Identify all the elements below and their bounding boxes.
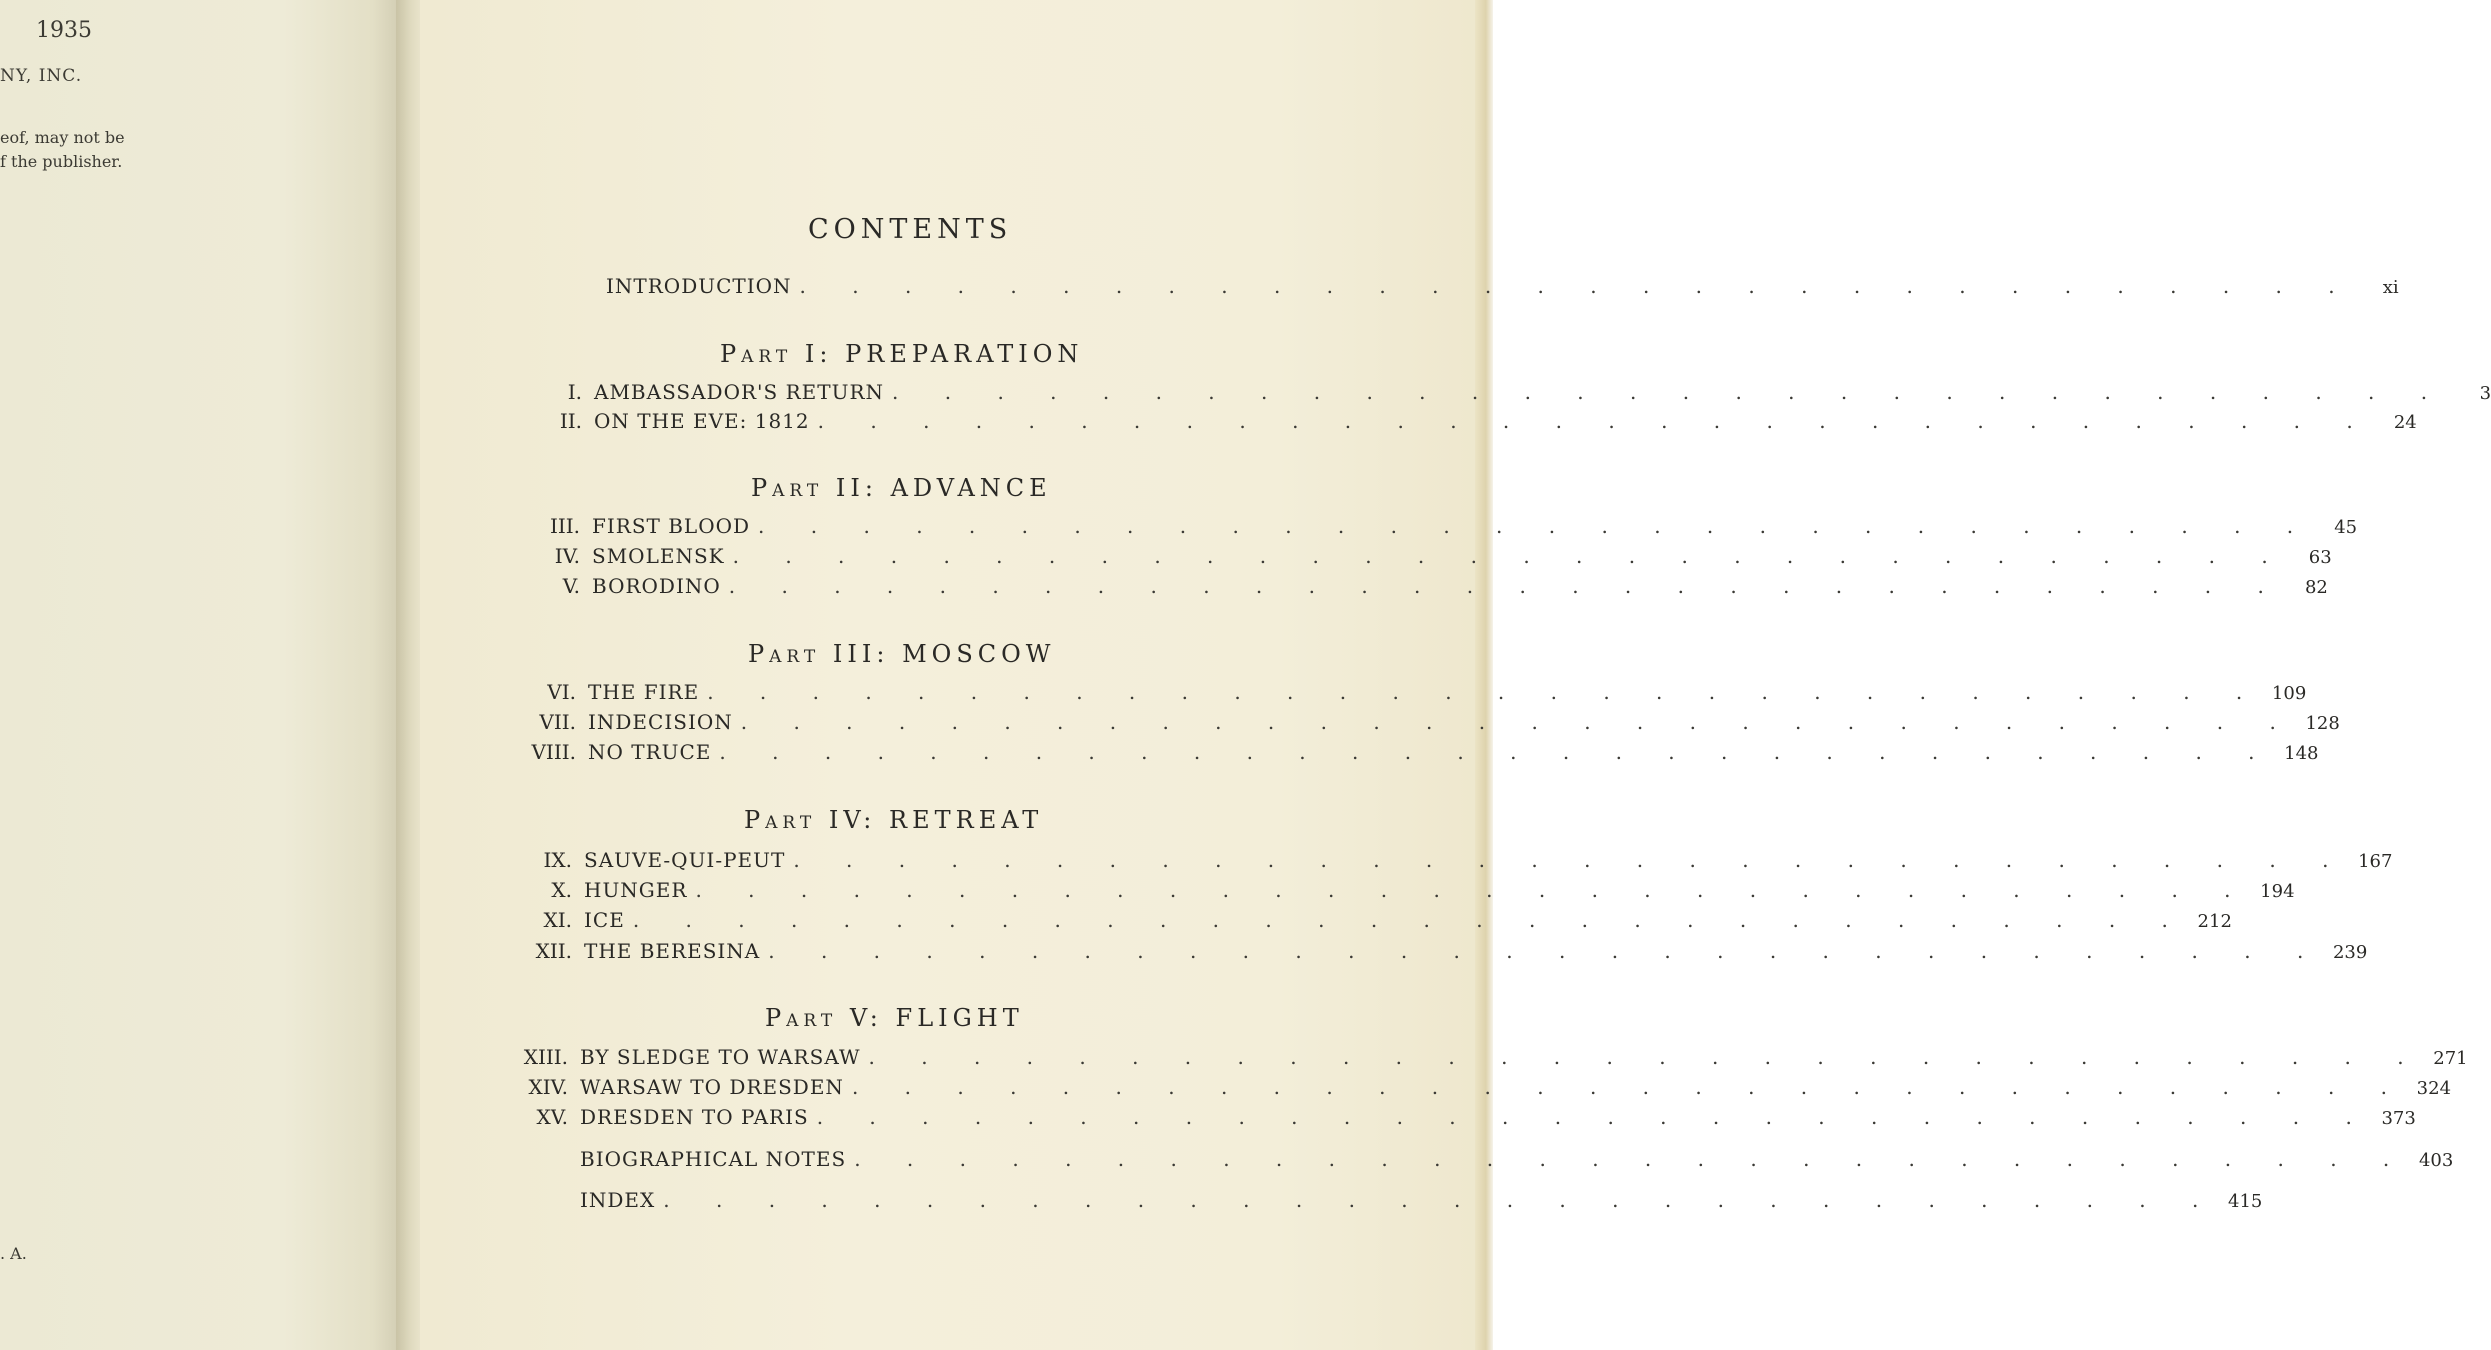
dot-leader: . . . . . . . . . . . . . . . . . . . . . . . . . . . . . . xyxy=(892,380,2448,404)
entry-page: 3 xyxy=(2479,383,2491,404)
entry-title: WARSAW TO DRESDEN xyxy=(580,1075,844,1099)
entry-page: 128 xyxy=(2305,713,2340,734)
rights-line-2: f the publisher. xyxy=(0,152,123,171)
entry-title: NO TRUCE xyxy=(588,740,712,764)
entry-page: 167 xyxy=(2358,851,2393,872)
country-fragment: . A. xyxy=(0,1244,27,1263)
entry-number: V. xyxy=(562,574,580,598)
entry-page: 239 xyxy=(2332,942,2368,963)
entry-title: FIRST BLOOD xyxy=(592,514,751,538)
dot-leader: . . . . . . . . . . . . . . . . . . . . . . . . . . . . . . xyxy=(817,409,2373,433)
entry-number: III. xyxy=(549,514,580,538)
toc-entry[interactable] xyxy=(502,380,2491,404)
toc-entry-biographical-notes[interactable] xyxy=(488,1147,2454,1171)
part-heading-3 xyxy=(748,640,1055,668)
entry-number: IV. xyxy=(554,544,580,568)
entry-page: 271 xyxy=(2433,1048,2468,1069)
entry-title: AMBASSADOR'S RETURN xyxy=(594,380,885,404)
entry-number: XII. xyxy=(535,939,572,963)
entry-title: ICE xyxy=(584,908,625,932)
contents-heading: CONTENTS xyxy=(808,214,1013,245)
entry-page: 109 xyxy=(2271,683,2307,704)
toc-entry[interactable] xyxy=(492,908,2232,932)
copyright-year: 1935 xyxy=(36,18,92,43)
toc-entry[interactable] xyxy=(488,1105,2416,1129)
entry-page: 82 xyxy=(2304,577,2328,598)
entry-page: 45 xyxy=(2334,517,2358,538)
part-label: Part III: xyxy=(748,640,890,668)
part-label: Part IV: xyxy=(744,806,877,834)
part-heading-5 xyxy=(765,1004,1024,1032)
entry-page: xi xyxy=(2382,277,2399,298)
entry-number: VIII. xyxy=(531,740,576,764)
toc-entry[interactable] xyxy=(492,939,2368,963)
toc-entry-introduction[interactable] xyxy=(514,274,2399,298)
entry-number: X. xyxy=(551,878,572,902)
toc-entry[interactable] xyxy=(488,1075,2452,1099)
part-title: FLIGHT xyxy=(895,1004,1024,1032)
entry-title: THE FIRE xyxy=(588,680,700,704)
entry-number: XV. xyxy=(536,1105,568,1129)
dot-leader: . . . . . . . . . . . . . . . . . . . . . . . . . . . . . . xyxy=(799,274,2355,298)
part-label: Part I: xyxy=(720,340,833,368)
entry-title: ON THE EVE: 1812 xyxy=(594,409,810,433)
toc-entry[interactable] xyxy=(492,878,2295,902)
entry-title: BY SLEDGE TO WARSAW xyxy=(580,1045,861,1069)
dot-leader: . . . . . . . . . . . . . . . . . . . . . . . . . . . . . . xyxy=(707,680,2263,704)
entry-number: VII. xyxy=(539,710,576,734)
entry-page: 63 xyxy=(2308,547,2332,568)
entry-page: 212 xyxy=(2197,911,2232,932)
part-title: ADVANCE xyxy=(890,474,1052,502)
entry-number: II. xyxy=(559,409,582,433)
entry-number: XI. xyxy=(543,908,572,932)
entry-page: 324 xyxy=(2416,1078,2452,1099)
dot-leader: . . . . . . . . . . . . . . . . . . . . . . . . . . . . . . xyxy=(854,1147,2410,1171)
rights-line-1: eof, may not be xyxy=(0,128,125,147)
entry-title: INDECISION xyxy=(588,710,733,734)
part-title: MOSCOW xyxy=(902,640,1056,668)
entry-page: 148 xyxy=(2284,743,2319,764)
toc-entry[interactable] xyxy=(496,740,2319,764)
entry-number: XIII. xyxy=(523,1045,568,1069)
part-heading-2 xyxy=(751,474,1052,502)
part-title: RETREAT xyxy=(889,806,1044,834)
entry-page: 415 xyxy=(2228,1191,2263,1212)
entry-number: IX. xyxy=(543,848,572,872)
dot-leader: . . . . . . . . . . . . . . . . . . . . . . . . . . . . . . xyxy=(768,939,2324,963)
entry-title: BORODINO xyxy=(592,574,721,598)
entry-number: XIV. xyxy=(528,1075,568,1099)
part-title: PREPARATION xyxy=(845,340,1084,368)
dot-leader: . . . . . . . . . . . . . . . . . . . . . . . . . . . . . . xyxy=(793,848,2349,872)
part-heading-4 xyxy=(744,806,1043,834)
entry-number: VI. xyxy=(547,680,576,704)
entry-number: I. xyxy=(567,380,582,404)
toc-entry[interactable] xyxy=(502,409,2417,433)
toc-entry[interactable] xyxy=(496,680,2307,704)
dot-leader: . . . . . . . . . . . . . . . . . . . . . . . . . . . . . . xyxy=(695,878,2251,902)
toc-entry[interactable] xyxy=(492,848,2393,872)
entry-title: HUNGER xyxy=(584,878,688,902)
dot-leader: . . . . . . . . . . . . . . . . . . . . . . . . . . . . . . xyxy=(663,1188,2219,1212)
dot-leader: . . . . . . . . . . . . . . . . . . . . . . . . . . . . . . xyxy=(719,740,2275,764)
entry-page: 194 xyxy=(2260,881,2295,902)
dot-leader: . . . . . . . . . . . . . . . . . . . . . . . . . . . . . . xyxy=(868,1045,2424,1069)
entry-title: SAUVE-QUI-PEUT xyxy=(584,848,786,872)
part-label: Part II: xyxy=(751,474,878,502)
dot-leader: . . . . . . . . . . . . . . . . . . . . . . . . . . . . . . xyxy=(816,1105,2372,1129)
entry-title: BIOGRAPHICAL NOTES xyxy=(580,1147,847,1171)
dot-leader: . . . . . . . . . . . . . . . . . . . . . . . . . . . . . . xyxy=(851,1075,2408,1099)
left-page xyxy=(0,0,405,1350)
toc-entry[interactable] xyxy=(496,710,2340,734)
entry-title: INTRODUCTION xyxy=(606,274,792,298)
entry-page: 373 xyxy=(2381,1108,2416,1129)
dot-leader: . . . . . . . . . . . . . . . . . . . . . . . . . . . . . . xyxy=(728,574,2284,598)
toc-entry-index[interactable] xyxy=(488,1188,2263,1212)
toc-entry[interactable] xyxy=(500,574,2328,598)
entry-page: 403 xyxy=(2418,1150,2454,1171)
dot-leader: . . . . . . . . . . . . . . . . . . . . . . . . . . . . . . xyxy=(758,514,2314,538)
entry-page: 24 xyxy=(2393,412,2417,433)
toc-entry[interactable] xyxy=(488,1045,2468,1069)
toc-entry[interactable] xyxy=(500,544,2332,568)
entry-title: DRESDEN TO PARIS xyxy=(580,1105,809,1129)
toc-entry[interactable] xyxy=(500,514,2358,538)
part-heading-1 xyxy=(720,340,1083,368)
entry-title: THE BERESINA xyxy=(584,939,761,963)
dot-leader: . . . . . . . . . . . . . . . . . . . . . . . . . . . . . . xyxy=(632,908,2188,932)
dot-leader: . . . . . . . . . . . . . . . . . . . . . . . . . . . . . . xyxy=(732,544,2288,568)
entry-title: SMOLENSK xyxy=(592,544,725,568)
part-label: Part V: xyxy=(765,1004,883,1032)
entry-title: INDEX xyxy=(580,1188,656,1212)
publisher-fragment: NY, INC. xyxy=(0,66,83,86)
dot-leader: . . . . . . . . . . . . . . . . . . . . . . . . . . . . . . xyxy=(740,710,2296,734)
